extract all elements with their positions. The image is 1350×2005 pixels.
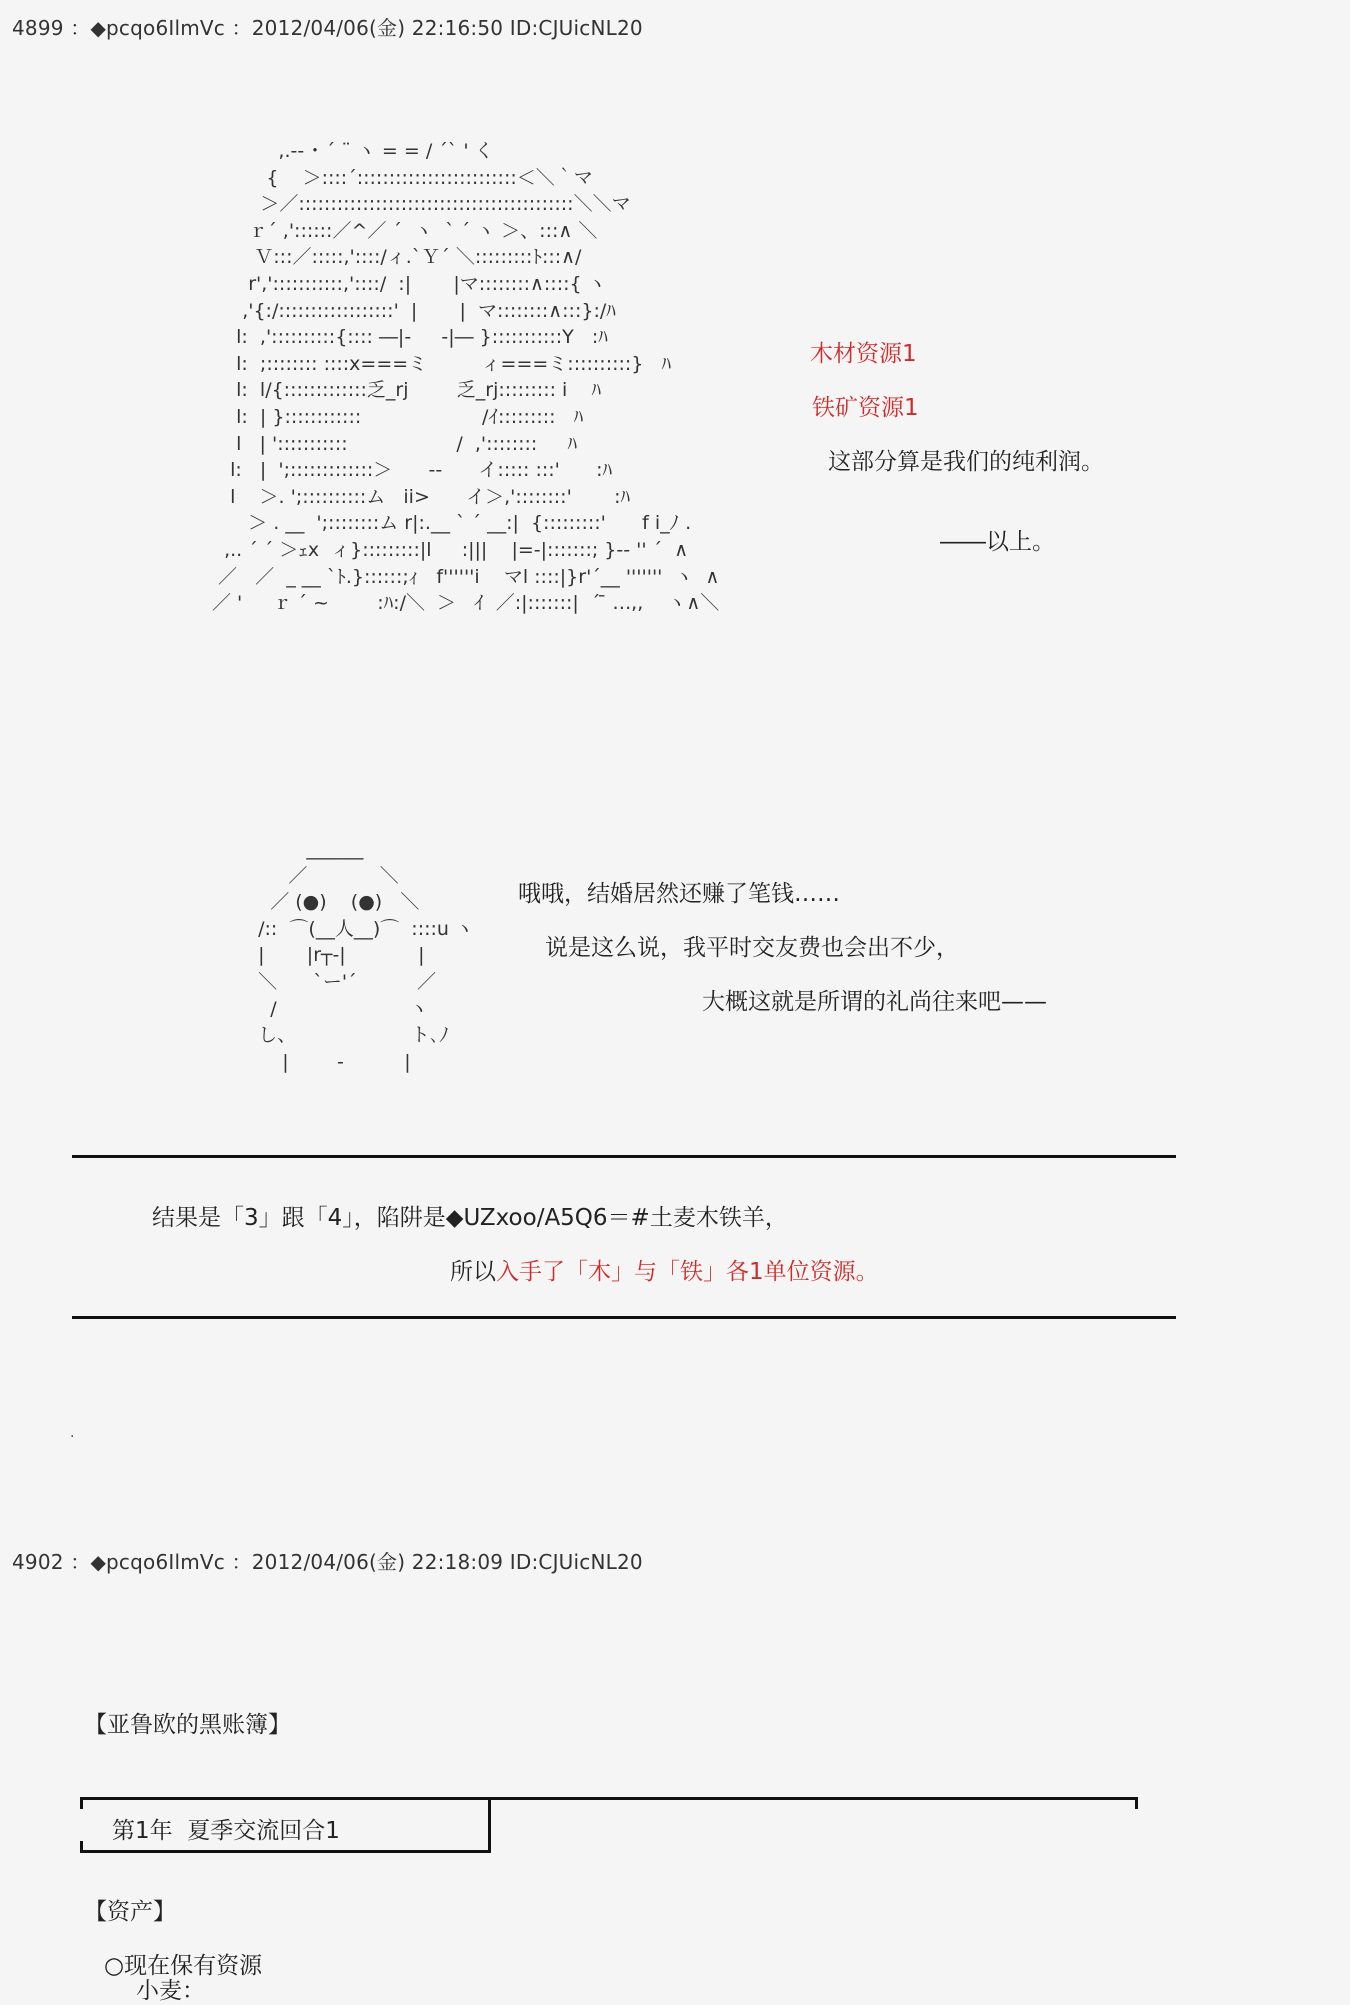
box-label: 第1年 夏季交流回合1	[112, 1818, 340, 1844]
box-top-line	[80, 1797, 1138, 1800]
divider-top	[72, 1155, 1176, 1158]
holding-label: ○现在保有资源	[104, 1953, 263, 1979]
post-header-2: 4902 ：◆pcqo6IlmVc ：2012/04/06(金) 22:18:09 ID:CJUicNL20	[12, 1550, 643, 1574]
dialogue-line-2: 说是这么说，我平时交友费也会出不少，	[545, 935, 959, 961]
ascii-art-character: ,.-‐ ･ ´ ¨ ヽ = = / ´` ' く { ＞::::´:::::::::::::::::::::::::＜＼｀マ ＞／:::::::::::::::::::::::::::::::::::::::::::＼＼マ ｒ´ ,'::::::／^／ ´ ヽ ` ´ ヽ ＞、:::∧ ＼ Ｖ:::／:::::,'::::/ィ.`Ｙ´ ＼:::::::::ﾄ:::∧/ r',':::::::::::,'::::/ :| |マ::::::::∧::::{ ヽ ,'{:/::::::::::::::::::' | | マ::::::::∧:::}:/ﾊ l: ,'::::::::::{:::: ―|- -|― }:::::::::::Y :ﾊ l: ;:::::::: ::::x===ミ ィ===ミ::::::::::} ﾊ l: l/{:::::::::::::乏_rj 乏_rj::::::::: i ﾊ l: | }:::::::::::: /ｲ::::::::: ﾊ l | '::::::::::: / ,':::::::: ﾊ l: | ';:::::::::::::＞ -- イ::::: :::' :ﾊ l ＞. ';::::::::::ム ii> イ＞,'::::::::' :ﾊ ＞ . __ ';::::::::ム r|:.__ ` ´ __:| {:::::::::' f i_ﾉ . ,.. ´ ´ ＞ｪx ィ}:::::::::|l :||| |=-|:::::::; }-‐ '' ´ ∧ ／ ／ _ __ `ﾄ.}::::::;ｨ f''''''i マl ::::|}r'´__ ''''''' ヽ ∧ ／ ' ｒ ´ ~ :ﾊ:/＼ ＞ ｲ ／:|:::::::| ´ ̄ ‥.,, ヽ∧＼	[212, 140, 720, 615]
assets-heading: 【资产】	[84, 1899, 176, 1925]
divider-bottom	[72, 1316, 1176, 1319]
result-line-1: 结果是「3」跟「4」，陷阱是◆UZxoo/A5Q6＝#土麦木铁羊，	[152, 1205, 788, 1231]
resource-iron-note: 铁矿资源1	[812, 395, 919, 421]
result-highlight: 入手了「木」与「铁」各1单位资源。	[496, 1259, 879, 1285]
resource-wood-note: 木材资源1	[810, 341, 917, 367]
box-right-tick	[1135, 1797, 1138, 1809]
box-divider-tick	[488, 1797, 491, 1852]
stray-dot: .	[70, 1425, 75, 1441]
wheat-label: 小麦：	[136, 1978, 205, 2004]
box-bottom-line	[80, 1850, 491, 1853]
profit-note: 这部分算是我们的纯利润。	[828, 449, 1104, 475]
result-prefix: 所以	[450, 1259, 496, 1285]
ledger-title: 【亚鲁欧的黑账簿】	[84, 1712, 291, 1738]
closing-note: ――以上。	[940, 529, 1055, 555]
ascii-art-yaruo: ______ ／ ＼ ／ (●) (●) ＼ /:: ⌒(__人__)⌒ ::::u ヽ | |r┬-| | ＼ `ー'´ ／ / ヽ し、 ト､ﾉ | - |	[258, 838, 474, 1073]
dialogue-line-3: 大概这就是所谓的礼尚往来吧——	[702, 989, 1047, 1015]
post-header: 4899 ：◆pcqo6IlmVc ：2012/04/06(金) 22:16:50 ID:CJUicNL20	[12, 16, 643, 40]
dialogue-line-1: 哦哦，结婚居然还赚了笔钱……	[518, 881, 840, 907]
result-line-2	[450, 1253, 879, 1286]
box-left-tick	[80, 1797, 83, 1809]
